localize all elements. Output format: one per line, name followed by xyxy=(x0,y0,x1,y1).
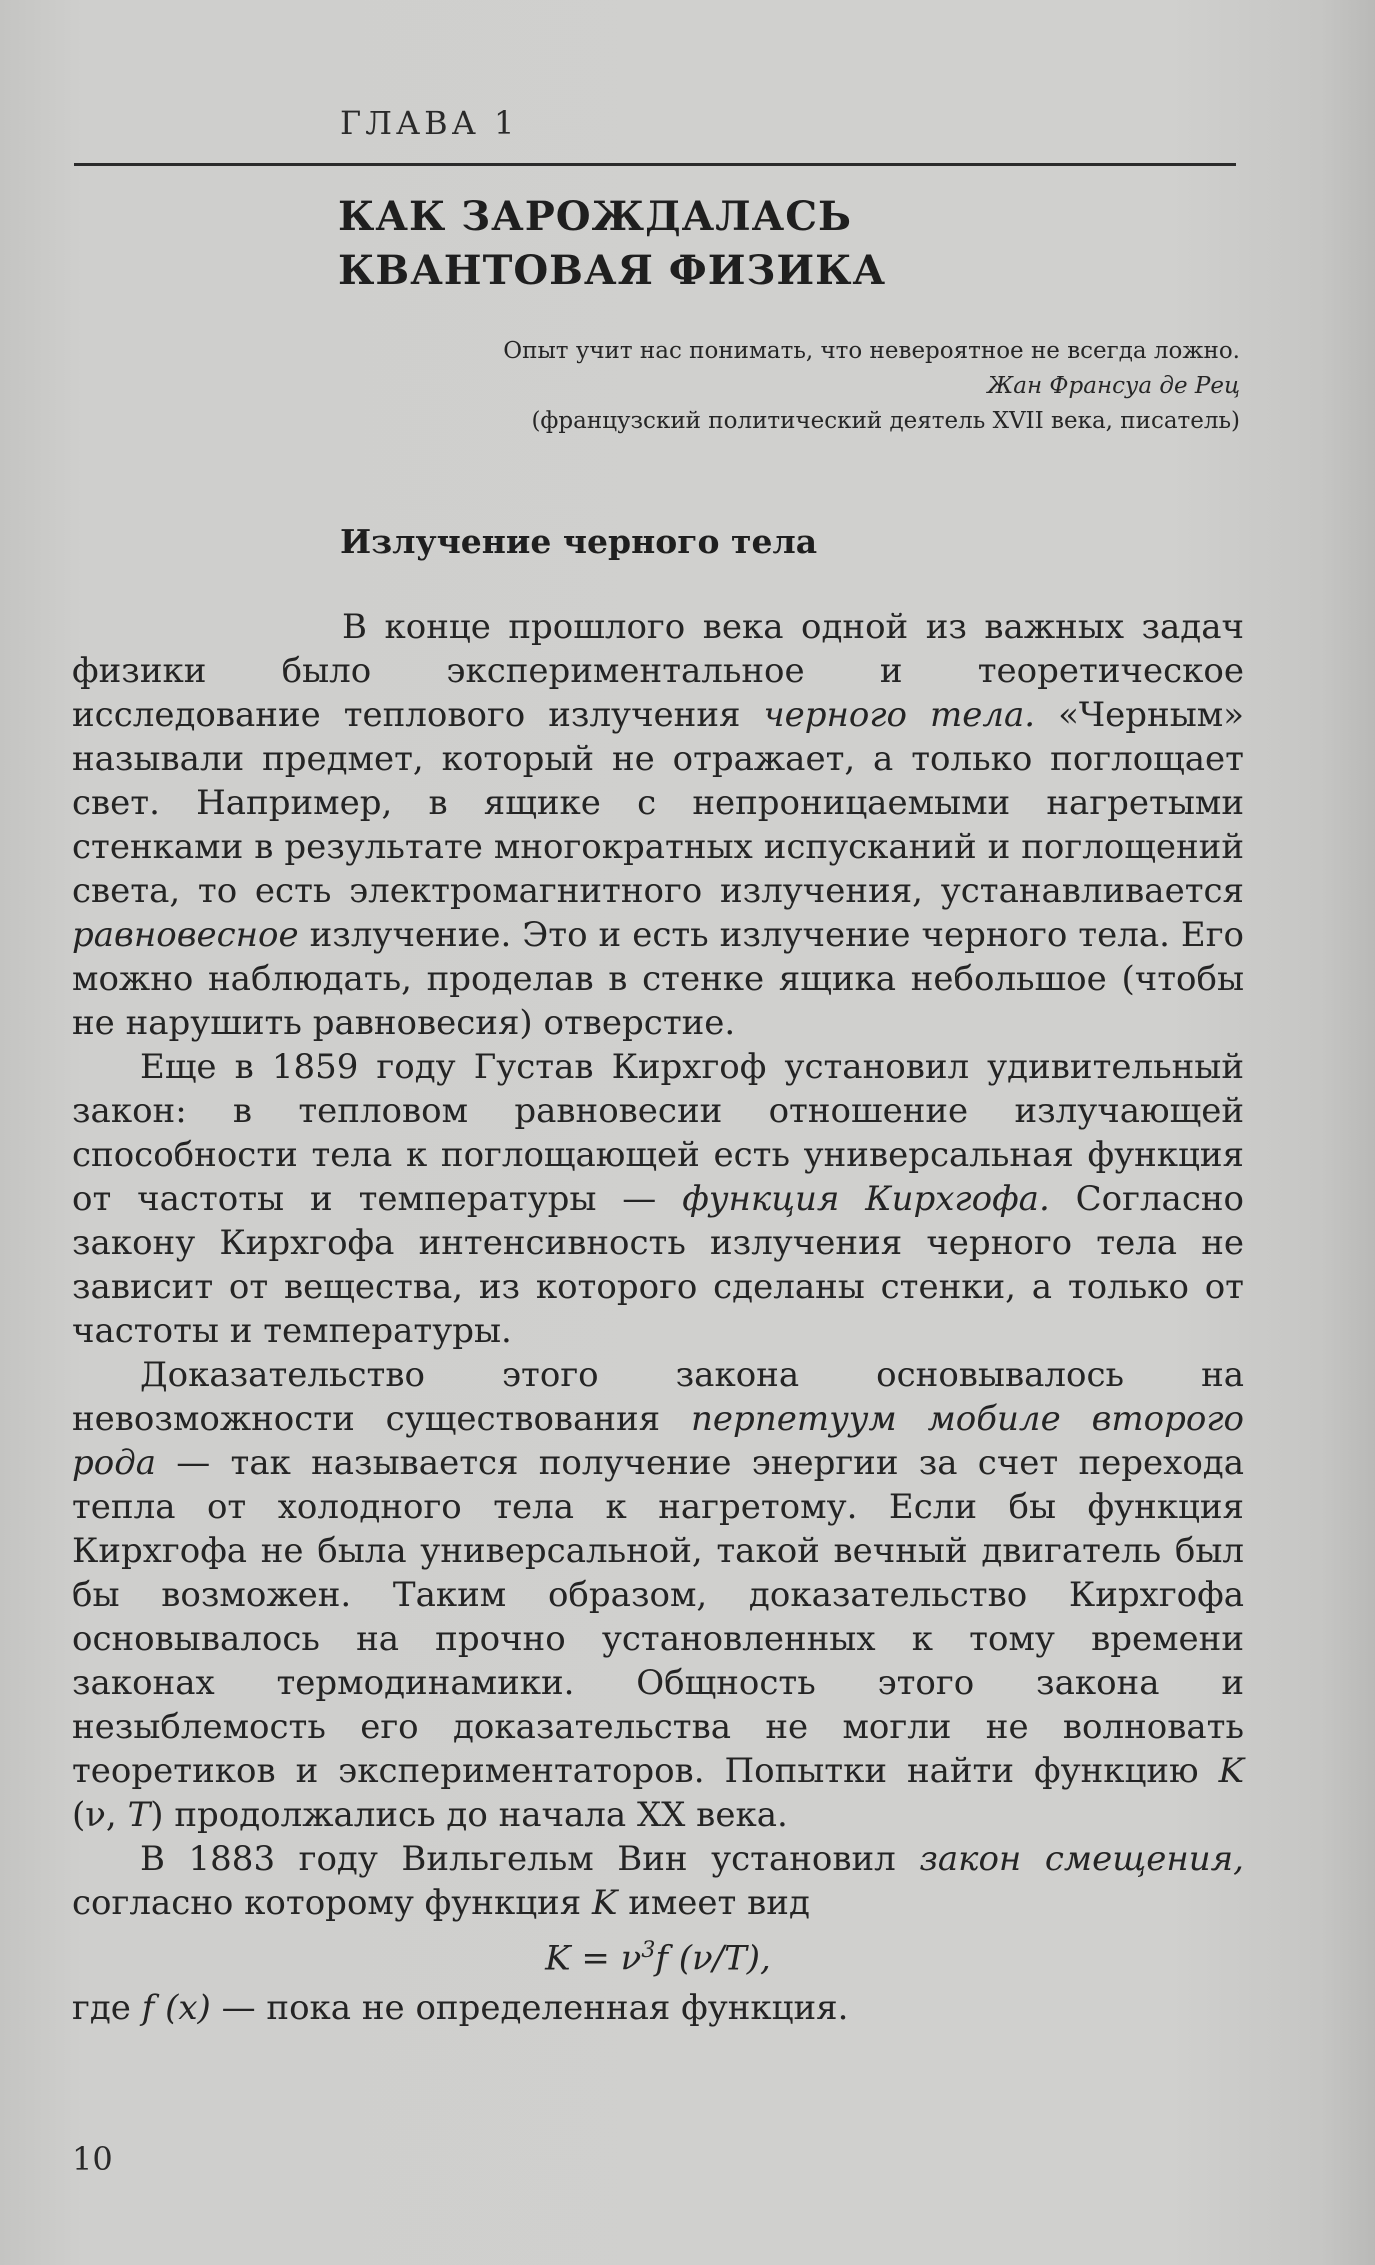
text-run: Еще в 1859 году Густав Кирхгоф установил удивительный закон: в тепловом равновесии отношение излучающей способности тела к поглощающей есть универсальная функция от частоты и температуры — xyxy=(72,1047,1244,1219)
chapter-title-line-1: КАК ЗАРОЖДАЛАСЬ xyxy=(338,193,853,240)
epigraph-quote: Опыт учит нас понимать, что невероятное не всегда ложно. xyxy=(503,338,1240,364)
epigraph xyxy=(300,334,1240,439)
formula-rhs: f (ν/T), xyxy=(655,1938,771,1979)
italic-term: функция Кирхгофа. xyxy=(682,1179,1050,1219)
text-run: согласно которому функция xyxy=(72,1883,592,1923)
chapter-title xyxy=(338,190,886,298)
text-run: (ν, xyxy=(72,1795,128,1835)
text-run: Согласно закону Кирхгофа интенсивность излучения черного тела не зависит от вещества, из которого сделаны стенки, а только от частоты и температуры. xyxy=(72,1179,1245,1351)
text-run: В 1883 году Вильгельм Вин установил xyxy=(140,1839,920,1879)
text-run: Доказательство этого закона основывалось на невозможности существования xyxy=(72,1355,1244,1439)
italic-symbol: f (x) xyxy=(141,1988,211,2029)
text-run: где xyxy=(72,1988,142,2029)
italic-symbol: T xyxy=(127,1795,151,1835)
header-rule xyxy=(74,163,1236,166)
paragraph-after-formula xyxy=(72,1986,1244,2030)
text-run: «Черным» называли предмет, который не отражает, а только поглощает свет. Например, в ящике с непроницаемыми нагретыми стенками в результате многократных испусканий и поглощений света, то есть электромагнитного излучения, устанавливается xyxy=(72,695,1245,911)
paragraph-2 xyxy=(72,1045,1244,1353)
text-run: ) продолжались до начала XX века. xyxy=(150,1795,788,1835)
italic-term: черного тела. xyxy=(763,695,1036,735)
text-run: имеет вид xyxy=(617,1883,810,1923)
italic-term: перпетуум мобиле второго рода xyxy=(72,1399,1244,1483)
formula-exponent: 3 xyxy=(641,1938,656,1963)
text-run: — так называется получение энергии за счет перехода тепла от холодного тела к нагретому. Если бы функция Кирхгофа не была универсальной, такой вечный двигатель был бы возможен. Таким образом, доказательство Кирхгофа основывалось на прочно установленных к тому времени законах термодинамики. Общность этого закона и незыблемость его доказательства не могли не волновать теоретиков и экспериментаторов. Попытки найти функцию xyxy=(72,1443,1244,1791)
italic-term: равновесное xyxy=(72,915,299,955)
italic-symbol: K xyxy=(591,1883,618,1923)
epigraph-author: Жан Франсуа де Рец xyxy=(987,373,1240,399)
epigraph-description: (французский политический деятель XVII века, писатель) xyxy=(531,408,1240,434)
italic-term: закон смещения, xyxy=(919,1839,1244,1879)
body-text xyxy=(72,605,1244,2030)
text-run: — пока не определенная функция. xyxy=(210,1988,849,2029)
text-run: излучение. Это и есть излучение черного тела. Его можно наблюдать, проделав в стенке ящика небольшое (чтобы не нарушить равновесия) отверстие. xyxy=(72,915,1244,1043)
paragraph-1 xyxy=(72,605,1244,1045)
text-run: В конце прошлого века одной из важных задач физики было экспериментальное и теоретическое исследование теплового излучения xyxy=(72,607,1244,735)
formula xyxy=(72,1929,1244,1980)
chapter-title-line-2: КВАНТОВАЯ ФИЗИКА xyxy=(338,247,887,294)
page-number: 10 xyxy=(72,2140,113,2178)
section-title: Излучение черного тела xyxy=(340,522,818,561)
italic-symbol: K xyxy=(1218,1751,1244,1791)
paragraph-3 xyxy=(72,1353,1244,1837)
formula-lhs: K = ν xyxy=(545,1938,642,1979)
paragraph-4 xyxy=(72,1837,1244,1925)
chapter-label: ГЛАВА 1 xyxy=(340,104,519,142)
